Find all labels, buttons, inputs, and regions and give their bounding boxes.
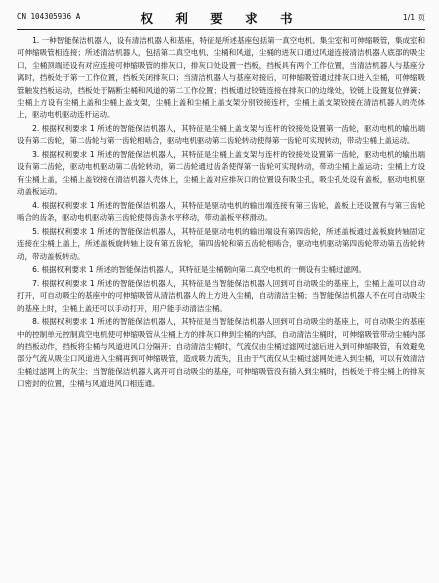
claim-7: 7. 根据权利要求 1 所述的智能保洁机器人，其特征是当智能保洁机器人回到可自动吸尘的基座上，尘桶上盖可以自动打开，可自动吸尘的基座中的可伸缩吸管从清洁机器人的上方进入尘桶，自动清洁尘桶；当智能保洁机器人不在可自动吸尘的基座上时，尘桶上盖还可以手动打开，用户能手动清洁尘桶。 bbox=[17, 278, 425, 313]
claim-4: 4. 根据权利要求 1 所述的智能保洁机器人，其特征是驱动电机的输出端连接有第三齿轮，盖板上还设置有与第三齿轮啮合的齿条，驱动电机驱动第三齿轮使得齿条水平移动，带动盖板平移滑动。 bbox=[17, 200, 425, 223]
publication-number: CN 104305936 A bbox=[17, 12, 81, 21]
claim-8: 8. 根据权利要求 1 所述的智能保洁机器人，其特征是当智能保洁机器人回到可自动吸尘的基座上，可自动吸尘的基座中的控制单元控制真空电机使可伸缩吸管从尘桶上方的排灰口伸到尘桶的内部，自动清洁尘桶时，可伸缩吸管带动尘桶内部的挡板动作，挡板将尘桶与风道进风口分隔开；自动清洁尘桶时，气流仅由尘桶过滤网过滤后进入到可伸缩吸管，有效避免部分气流从吸尘口风道进入尘桶再到可伸缩吸管，造成吸力流失，且由于气流仅从尘桶过滤网处进入到尘桶，可以有效清洁尘桶过滤网上的灰尘；当智能保洁机器人离开可自动吸尘的基座，可伸缩吸管没有插入到尘桶时，挡板处于将尘桶上的排灰口密封的位置，尘桶与风道进风口相连通。 bbox=[17, 317, 425, 389]
header-rule bbox=[17, 29, 425, 30]
page-number: 1/1 页 bbox=[403, 13, 425, 22]
claim-1: 1. 一种智能保洁机器人，设有清洁机器人和基座，特征是所述基座包括第一真空电机、集尘室和可伸缩吸管，集成室和可伸缩吸管相连接；所述清洁机器人，包括第二真空电机、尘桶和风道，尘桶的进灰口通过风道连接清洁机器人底部的吸尘口，尘桶顶端还设有对应连接可伸缩吸管的排灰口，排灰口处设置一挡板，挡板具有两个工作位置，当清洁机器人与基座分离时，挡板处于第一工作位置，挡板关闭排灰口；当清洁机器人与基座对接后，可伸缩吸管通过排灰口进入尘桶，可伸缩吸管触发挡板运动，挡板处于隔断尘桶和风道的第二工作位置；挡板通过铰链连接在排灰口的边缘处，铰链上设置复位弹簧；尘桶上方设有尘桶上盖和尘桶上盖支架，尘桶上盖和尘桶上盖支架分别铰接连杆，尘桶上盖支架铰接在清洁机器人的壳体上，驱动电机驱动连杆运动。 bbox=[17, 36, 425, 120]
claim-6: 6. 根据权利要求 1 所述的智能保洁机器人，其特征是尘桶朝向第二真空电机的一侧设有尘桶过滤网。 bbox=[32, 265, 366, 275]
claim-5: 5. 根据权利要求 1 所述的智能保洁机器人，其特征是驱动电机的输出端设有第四齿轮，所述盖板通过盖板旋转轴固定连接在尘桶上盖上，所述盖板旋转轴上设有第五齿轮，第四齿轮和第五齿轮相啮合，驱动电机驱动第四齿轮带动第五齿轮转动，带动盖板转动。 bbox=[17, 226, 425, 261]
claim-2: 2. 根据权利要求 1 所述的智能保洁机器人，其特征是尘桶上盖支架与连杆的铰接处设置第一齿轮，驱动电机的输出端设有第二齿轮，第二齿轮与第一齿轮相啮合，驱动电机驱动第二齿轮转动使得第一齿轮可实现转动，带动尘桶上盖运动。 bbox=[17, 124, 425, 146]
page-header bbox=[17, 9, 425, 29]
claims-body bbox=[17, 35, 425, 392]
claim-3: 3. 根据权利要求 1 所述的智能保洁机器人，其特征是尘桶上盖支架与连杆的铰接处设置第一齿轮，驱动电机的输出端设有第二齿轮，驱动电机驱动第二齿轮转动，第二齿轮通过齿条使得第一齿轮可实现转动，带动尘桶上盖运动；尘桶上方设有尘桶上盖，尘桶上盖铰接在清洁机器人壳体上，尘桶上盖对应排灰口的位置设有吸尘孔，吸尘孔处设有盖板，驱动电机驱动盖板运动。 bbox=[17, 150, 425, 197]
document-title: 权 利 要 求 书 bbox=[140, 11, 302, 26]
